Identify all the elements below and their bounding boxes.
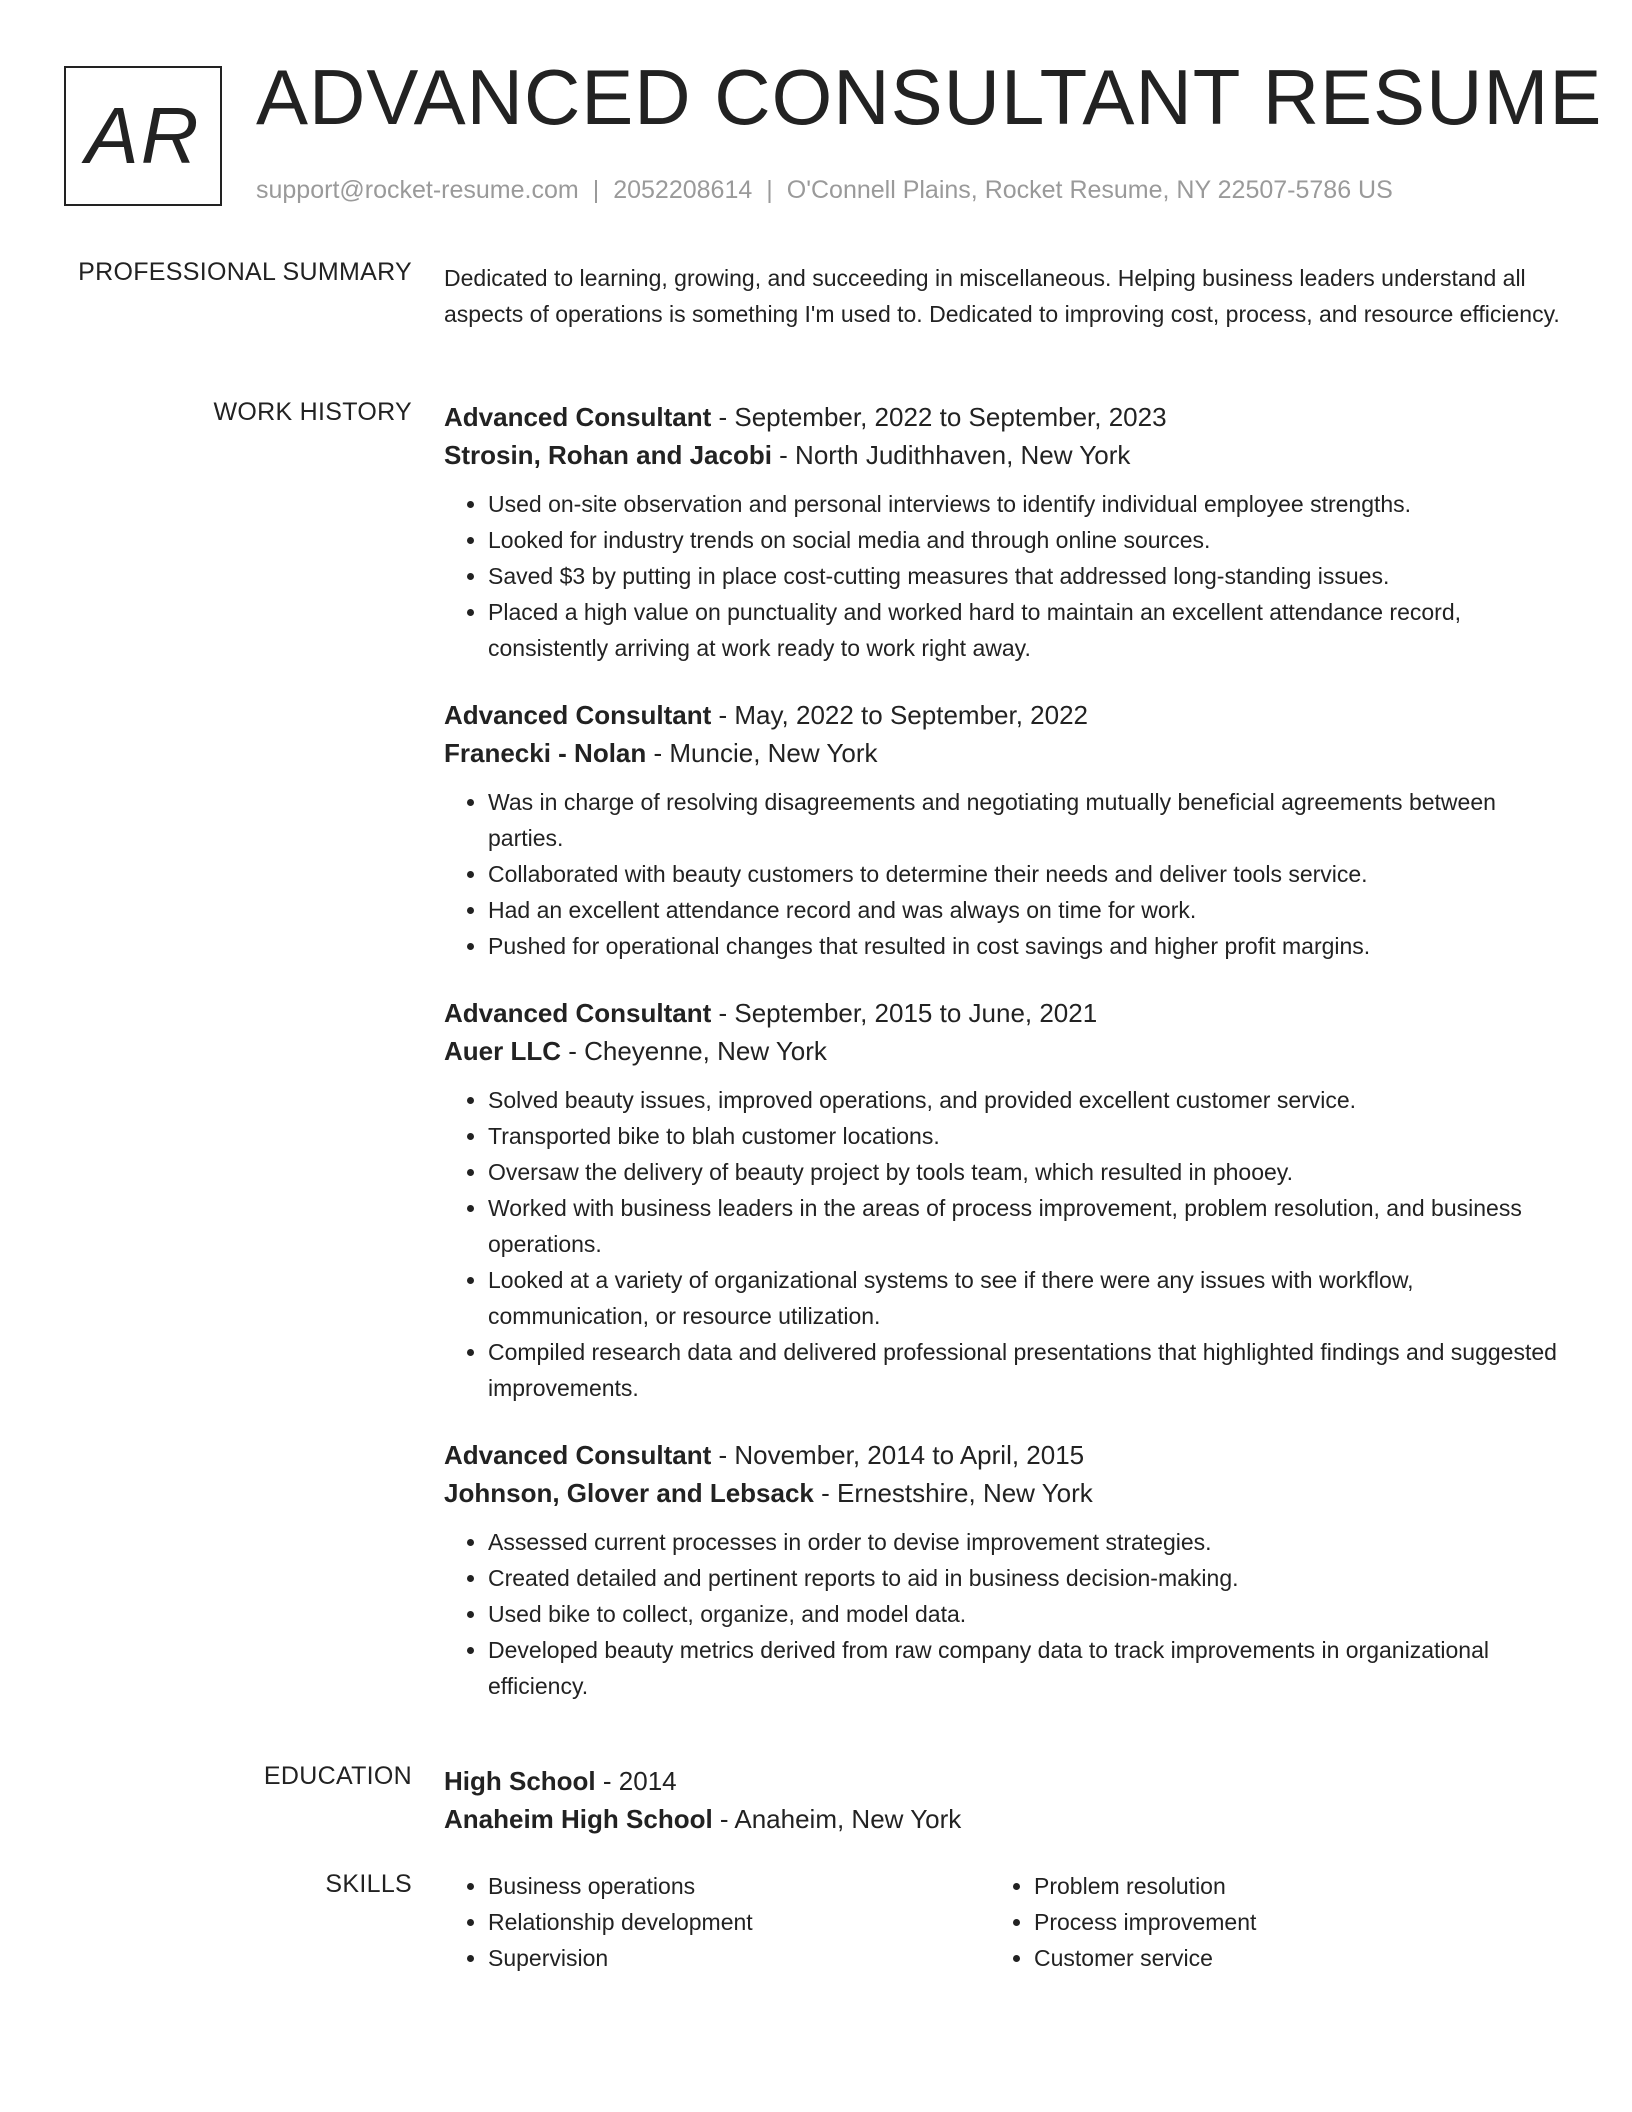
job-title: Advanced Consultant	[444, 700, 712, 730]
job-location: - North Judithhaven, New York	[771, 440, 1131, 470]
job-bullet-item: • Used on-site observation and personal interviews to identify individual employee strengths.	[488, 486, 1564, 522]
job-bullets	[444, 1524, 1564, 1704]
job-bullet-item: • Looked for industry trends on social media and through online sources.	[488, 522, 1564, 558]
job-bullet-item: • Solved beauty issues, improved operations, and provided excellent customer service.	[488, 1082, 1564, 1118]
skill-item: • Supervision	[488, 1940, 990, 1976]
contact-separator: |	[592, 176, 600, 204]
job-entry	[444, 696, 1564, 964]
contact-address: O'Connell Plains, Rocket Resume, NY 22507-5786 US	[786, 176, 1393, 204]
contact-email: support@rocket-resume.com	[256, 176, 579, 204]
job-company-line	[444, 436, 1564, 474]
education-location: - Anaheim, New York	[712, 1804, 962, 1834]
job-dates: - September, 2015 to June, 2021	[711, 998, 1098, 1028]
job-bullet-item: • Assessed current processes in order to devise improvement strategies.	[488, 1524, 1564, 1560]
job-title-line	[444, 398, 1564, 436]
job-entry	[444, 994, 1564, 1406]
job-bullets	[444, 486, 1564, 666]
job-bullet-item: • Transported bike to blah customer locations.	[488, 1118, 1564, 1154]
job-dates: - September, 2022 to September, 2023	[711, 402, 1167, 432]
job-title-line	[444, 1436, 1564, 1474]
job-bullet-item: • Collaborated with beauty customers to determine their needs and deliver tools service.	[488, 856, 1564, 892]
job-company: Franecki - Nolan	[444, 738, 647, 768]
job-dates: - November, 2014 to April, 2015	[711, 1440, 1085, 1470]
summary-text: Dedicated to learning, growing, and succeeding in miscellaneous. Helping business leaders understand all aspects of operations is something I'm used to. Dedicated to improving cost, process, and resource efficiency.	[444, 265, 1560, 327]
education-degree: High School	[444, 1766, 596, 1796]
section-label-summary: PROFESSIONAL SUMMARY	[78, 258, 412, 286]
job-bullet-item: • Pushed for operational changes that resulted in cost savings and higher profit margins.	[488, 928, 1564, 964]
jobs-list	[444, 398, 1564, 1734]
skill-item: • Relationship development	[488, 1904, 990, 1940]
contact-line	[256, 176, 1393, 205]
skill-item: • Business operations	[488, 1868, 990, 1904]
resume-title: ADVANCED CONSULTANT RESUME	[256, 53, 1603, 141]
contact-phone: 2052208614	[613, 176, 753, 204]
section-label-skills: SKILLS	[325, 1870, 412, 1898]
skill-item: • Process improvement	[1034, 1904, 1536, 1940]
contact-separator: |	[766, 176, 773, 204]
job-company-line	[444, 734, 1564, 772]
job-company-line	[444, 1474, 1564, 1512]
job-bullet-item: • Had an excellent attendance record and was always on time for work.	[488, 892, 1564, 928]
job-entry	[444, 1436, 1564, 1704]
job-bullet-item: • Developed beauty metrics derived from raw company data to track improvements in organizational efficiency.	[488, 1632, 1564, 1704]
skill-item: • Problem resolution	[1034, 1868, 1536, 1904]
education-year: - 2014	[595, 1766, 677, 1796]
skill-item: • Customer service	[1034, 1940, 1536, 1976]
job-title-line	[444, 994, 1564, 1032]
job-bullet-item: • Was in charge of resolving disagreements and negotiating mutually beneficial agreements between parties.	[488, 784, 1564, 856]
job-company: Johnson, Glover and Lebsack	[444, 1478, 814, 1508]
job-location: - Muncie, New York	[646, 738, 878, 768]
job-title: Advanced Consultant	[444, 1440, 712, 1470]
education-school: Anaheim High School	[444, 1804, 713, 1834]
job-dates: - May, 2022 to September, 2022	[711, 700, 1088, 730]
job-title: Advanced Consultant	[444, 998, 712, 1028]
job-entry	[444, 398, 1564, 666]
job-bullet-item: • Oversaw the delivery of beauty project by tools team, which resulted in phooey.	[488, 1154, 1564, 1190]
skills-list-col2	[990, 1868, 1536, 1976]
skills-list-col1	[444, 1868, 990, 1976]
section-label-work-history: WORK HISTORY	[213, 398, 412, 426]
education-degree-line	[444, 1762, 1564, 1800]
job-title-line	[444, 696, 1564, 734]
education-school-line	[444, 1800, 1564, 1838]
section-label-education: EDUCATION	[263, 1762, 412, 1790]
job-bullet-item: • Looked at a variety of organizational systems to see if there were any issues with workflow, communication, or resource utilization.	[488, 1262, 1564, 1334]
job-bullet-item: • Worked with business leaders in the areas of process improvement, problem resolution, and business operations.	[488, 1190, 1564, 1262]
job-bullet-item: • Saved $3 by putting in place cost-cutting measures that addressed long-standing issues.	[488, 558, 1564, 594]
job-title: Advanced Consultant	[444, 402, 712, 432]
job-bullet-item: • Created detailed and pertinent reports to aid in business decision-making.	[488, 1560, 1564, 1596]
job-location: - Cheyenne, New York	[561, 1036, 827, 1066]
initials-monogram: AR	[64, 66, 222, 206]
job-company: Strosin, Rohan and Jacobi	[444, 440, 772, 470]
job-company-line	[444, 1032, 1564, 1070]
job-bullets	[444, 1082, 1564, 1406]
job-bullet-item: • Used bike to collect, organize, and model data.	[488, 1596, 1564, 1632]
job-bullet-item: • Compiled research data and delivered professional presentations that highlighted findings and suggested improvements.	[488, 1334, 1564, 1406]
job-bullets	[444, 784, 1564, 964]
job-location: - Ernestshire, New York	[813, 1478, 1093, 1508]
job-company: Auer LLC	[444, 1036, 561, 1066]
job-bullet-item: • Placed a high value on punctuality and worked hard to maintain an excellent attendance record, consistently arriving at work ready to work right away.	[488, 594, 1564, 666]
